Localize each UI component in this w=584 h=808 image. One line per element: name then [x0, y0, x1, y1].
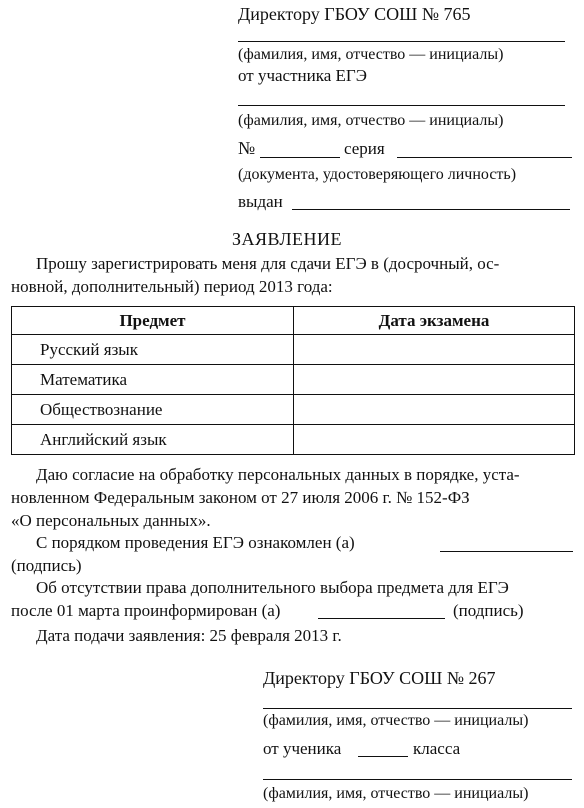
exam-date-cell[interactable] — [294, 365, 575, 395]
document-number-line[interactable] — [260, 157, 340, 158]
subject-cell: Математика — [12, 365, 294, 395]
table-row — [12, 335, 575, 365]
procedure-signature-line[interactable] — [440, 551, 573, 552]
participant-fio-line[interactable] — [238, 105, 565, 106]
subjects-table — [11, 306, 575, 455]
table-row — [12, 365, 575, 395]
fio-caption-3: (фамилия, имя, отчество — инициалы) — [263, 712, 529, 729]
series-label: серия — [344, 139, 385, 158]
consent-line-3: «О персональных данных». — [11, 511, 211, 530]
student-fio-line[interactable] — [263, 779, 572, 780]
fio-caption-4: (фамилия, имя, отчество — инициалы) — [263, 785, 529, 802]
exam-date-cell[interactable] — [294, 395, 575, 425]
fio-line-3[interactable] — [263, 708, 572, 709]
table-header-row — [12, 307, 575, 335]
document-series-line[interactable] — [397, 157, 572, 158]
consent-line-1: Даю согласие на обработку персональных данных в порядке, уста- — [36, 465, 520, 484]
subject-cell: Английский язык — [12, 425, 294, 455]
submission-date: Дата подачи заявления: 25 февраля 2013 г. — [36, 626, 342, 645]
fio-caption-1: (фамилия, имя, отчество — инициалы) — [238, 46, 504, 63]
header-subject: Предмет — [12, 307, 294, 335]
table-row — [12, 425, 575, 455]
exam-date-cell[interactable] — [294, 425, 575, 455]
request-line-2: новной, дополнительный) период 2013 года: — [11, 277, 333, 296]
addressee-2: Директору ГБОУ СОШ № 267 — [263, 668, 496, 688]
addressee-1: Директору ГБОУ СОШ № 765 — [238, 4, 471, 24]
subject-cell: Русский язык — [12, 335, 294, 365]
from-student-label: от ученика — [263, 739, 342, 758]
statement-title: ЗАЯВЛЕНИЕ — [232, 229, 343, 249]
exam-date-cell[interactable] — [294, 335, 575, 365]
class-number-line[interactable] — [358, 756, 408, 757]
fio-caption-2: (фамилия, имя, отчество — инициалы) — [238, 112, 504, 129]
signature-caption-1: (подпись) — [11, 556, 82, 575]
signature-caption-2: (подпись) — [453, 601, 524, 620]
informed-signature-line[interactable] — [318, 618, 445, 619]
from-participant-label: от участника ЕГЭ — [238, 66, 367, 85]
number-label: № — [238, 138, 256, 158]
fio-line-1[interactable] — [238, 41, 565, 42]
subject-cell: Обществознание — [12, 395, 294, 425]
no-right-text: Об отсутствии права дополнительного выбора предмета для ЕГЭ — [36, 578, 509, 597]
document-caption: (документа, удостоверяющего личность) — [238, 166, 517, 183]
informed-text: после 01 марта проинформирован (а) — [11, 601, 281, 620]
procedure-text: С порядком проведения ЕГЭ ознакомлен (а) — [36, 533, 355, 552]
header-exam-date: Дата экзамена — [294, 307, 575, 335]
class-label: класса — [413, 739, 461, 758]
issued-label: выдан — [238, 192, 283, 211]
consent-line-2: новленном Федеральным законом от 27 июля 2006 г. № 152-ФЗ — [11, 488, 470, 507]
issued-by-line[interactable] — [292, 209, 570, 210]
table-row — [12, 395, 575, 425]
request-line-1: Прошу зарегистрировать меня для сдачи ЕГЭ в (досрочный, ос- — [36, 254, 500, 273]
